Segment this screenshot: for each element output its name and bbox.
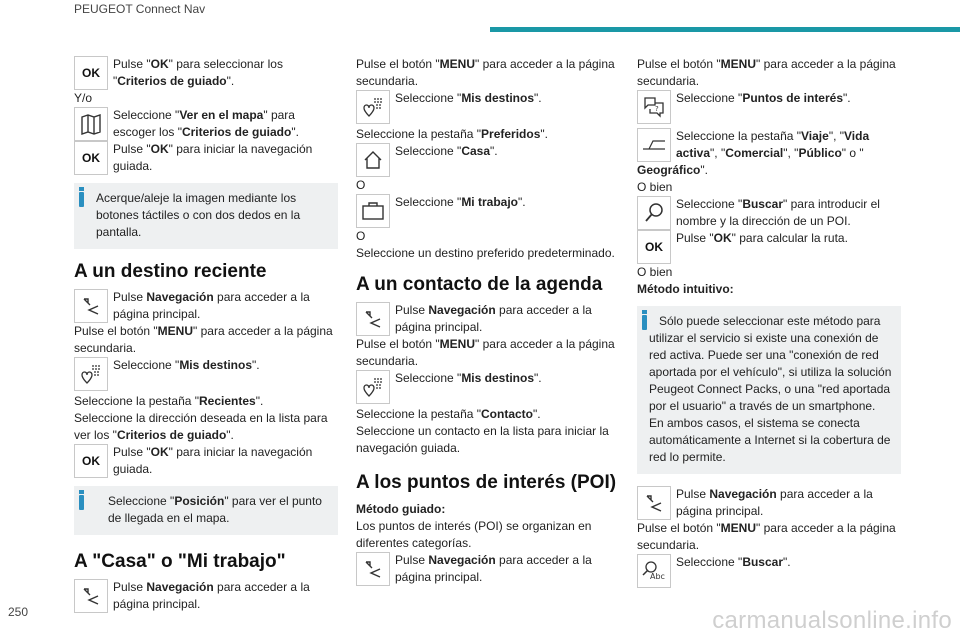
text-pestana: Seleccione la pestaña "Contacto". bbox=[356, 407, 541, 421]
step-navegacion: Pulse Navegación para acceder a la página principal. bbox=[356, 552, 620, 586]
step-ver-mapa: Seleccione "Ver en el mapa" para escoger los "Criterios de guiado". bbox=[74, 107, 338, 141]
navigation-icon bbox=[637, 486, 671, 520]
step-puntos-interes: ? Seleccione "Puntos de interés". bbox=[637, 90, 901, 124]
text-pestana: Seleccione la pestaña "Recientes". bbox=[74, 394, 264, 408]
text-menu: Pulse el botón "MENU" para acceder a la página secundaria. bbox=[356, 337, 615, 368]
step-buscar: Abc Seleccione "Buscar". bbox=[637, 554, 901, 588]
briefcase-icon bbox=[356, 194, 390, 228]
text-categorias: Los puntos de interés (POI) se organizan en diferentes categorías. bbox=[356, 519, 592, 550]
heading-destino-reciente: A un destino reciente bbox=[74, 261, 267, 282]
navigation-icon bbox=[74, 579, 108, 613]
destinations-icon bbox=[356, 90, 390, 124]
text-pestana: Seleccione la pestaña "Preferidos". bbox=[356, 127, 548, 141]
navigation-icon bbox=[356, 302, 390, 336]
text-direccion: Seleccione la dirección deseada en la lista para ver los "Criterios de guiado". bbox=[74, 411, 328, 442]
info-icon bbox=[642, 315, 647, 330]
metodo-intuitivo: Método intuitivo: bbox=[637, 282, 734, 296]
info-note: Seleccione "Posición" para ver el punto de llegada en el mapa. bbox=[74, 486, 338, 535]
heading-casa-trabajo: A "Casa" o "Mi trabajo" bbox=[74, 551, 286, 572]
navigation-icon bbox=[74, 289, 108, 323]
step-navegacion: Pulse Navegación para acceder a la página principal. bbox=[356, 302, 620, 336]
header-title: PEUGEOT Connect Nav bbox=[74, 2, 206, 16]
tab-icon bbox=[637, 128, 671, 162]
text-contacto-lista: Seleccione un contacto en la lista para iniciar la navegación guiada. bbox=[356, 424, 609, 455]
text-o: O bbox=[356, 229, 366, 243]
info-note: Sólo puede seleccionar este método para utilizar el servicio si existe una conexión de red activa. Puede ser una "conexión de red aportada por el vehículo", si utiliza la solución Peugeot Connect Packs, o una "red aportada por el usuario" a través de un smartphone. En ambos casos, el sistema se conecta automáticamente a Internet si la cobertura de red lo permite. bbox=[637, 306, 901, 474]
text-geografico: Geográfico". bbox=[637, 163, 708, 177]
text-predeterminado: Seleccione un destino preferido predeterminado. bbox=[356, 246, 615, 260]
info-icon bbox=[79, 192, 84, 207]
step-mis-destinos: Seleccione "Mis destinos". bbox=[74, 357, 338, 391]
step-ok-start: OK Pulse "OK" para iniciar la navegación guiada. bbox=[74, 141, 338, 175]
column-1 bbox=[74, 56, 338, 613]
text-o: O bbox=[356, 178, 366, 192]
column-3 bbox=[637, 56, 901, 588]
step-ok-ruta: OK Pulse "OK" para calcular la ruta. bbox=[637, 230, 901, 264]
text-menu: Pulse el botón "MENU" para acceder a la página secundaria. bbox=[356, 57, 615, 88]
step-casa: Seleccione "Casa". bbox=[356, 143, 620, 177]
heading-poi: A los puntos de interés (POI) bbox=[356, 472, 617, 493]
step-navegacion: Pulse Navegación para acceder a la página principal. bbox=[74, 579, 338, 613]
text-yo: Y/o bbox=[74, 91, 93, 105]
poi-icon bbox=[637, 90, 671, 124]
ok-icon: OK bbox=[637, 230, 671, 264]
text-obien: O bien bbox=[637, 180, 673, 194]
step-ok-select: OK Pulse "OK" para seleccionar los "Criterios de guiado". bbox=[74, 56, 338, 90]
column-2 bbox=[356, 56, 620, 586]
ok-icon: OK bbox=[74, 56, 108, 90]
info-icon bbox=[79, 495, 84, 510]
step-navegacion: Pulse Navegación para acceder a la página principal. bbox=[637, 486, 901, 520]
info-note: Acerque/aleje la imagen mediante los botones táctiles o con dos dedos en la pantalla. bbox=[74, 183, 338, 249]
destinations-icon bbox=[356, 370, 390, 404]
navigation-icon bbox=[356, 552, 390, 586]
step-navegacion: Pulse Navegación para acceder a la página principal. bbox=[74, 289, 338, 323]
search-text-icon bbox=[637, 554, 671, 588]
header-accent-bar bbox=[490, 27, 960, 32]
step-buscar: Seleccione "Buscar" para introducir el nombre y la dirección de un POI. bbox=[637, 196, 901, 230]
metodo-guiado: Método guiado: bbox=[356, 502, 446, 516]
destinations-icon bbox=[74, 357, 108, 391]
svg-text:Abc: Abc bbox=[650, 572, 665, 581]
page-number: 250 bbox=[8, 605, 29, 619]
map-icon bbox=[74, 107, 108, 141]
text-obien: O bien bbox=[637, 265, 673, 279]
heading-contacto-agenda: A un contacto de la agenda bbox=[356, 274, 603, 295]
step-ok-start-2: OK Pulse "OK" para iniciar la navegación guiada. bbox=[74, 444, 338, 478]
search-icon bbox=[637, 196, 671, 230]
ok-icon: OK bbox=[74, 444, 108, 478]
step-mi-trabajo: Seleccione "Mi trabajo". bbox=[356, 194, 620, 228]
text-menu: Pulse el botón "MENU" para acceder a la página secundaria. bbox=[74, 324, 333, 355]
text-menu: Pulse el botón "MENU" para acceder a la página secundaria. bbox=[637, 57, 896, 88]
svg-text:?: ? bbox=[655, 105, 659, 113]
step-mis-destinos: Seleccione "Mis destinos". bbox=[356, 370, 620, 404]
text-menu: Pulse el botón "MENU" para acceder a la página secundaria. bbox=[637, 521, 896, 552]
watermark: carmanualsonline.info bbox=[712, 607, 952, 634]
step-mis-destinos: Seleccione "Mis destinos". bbox=[356, 90, 620, 124]
ok-icon: OK bbox=[74, 141, 108, 175]
step-pestana-categorias: Seleccione la pestaña "Viaje", "Vida activa", "Comercial", "Público" o " bbox=[637, 128, 901, 162]
home-icon bbox=[356, 143, 390, 177]
